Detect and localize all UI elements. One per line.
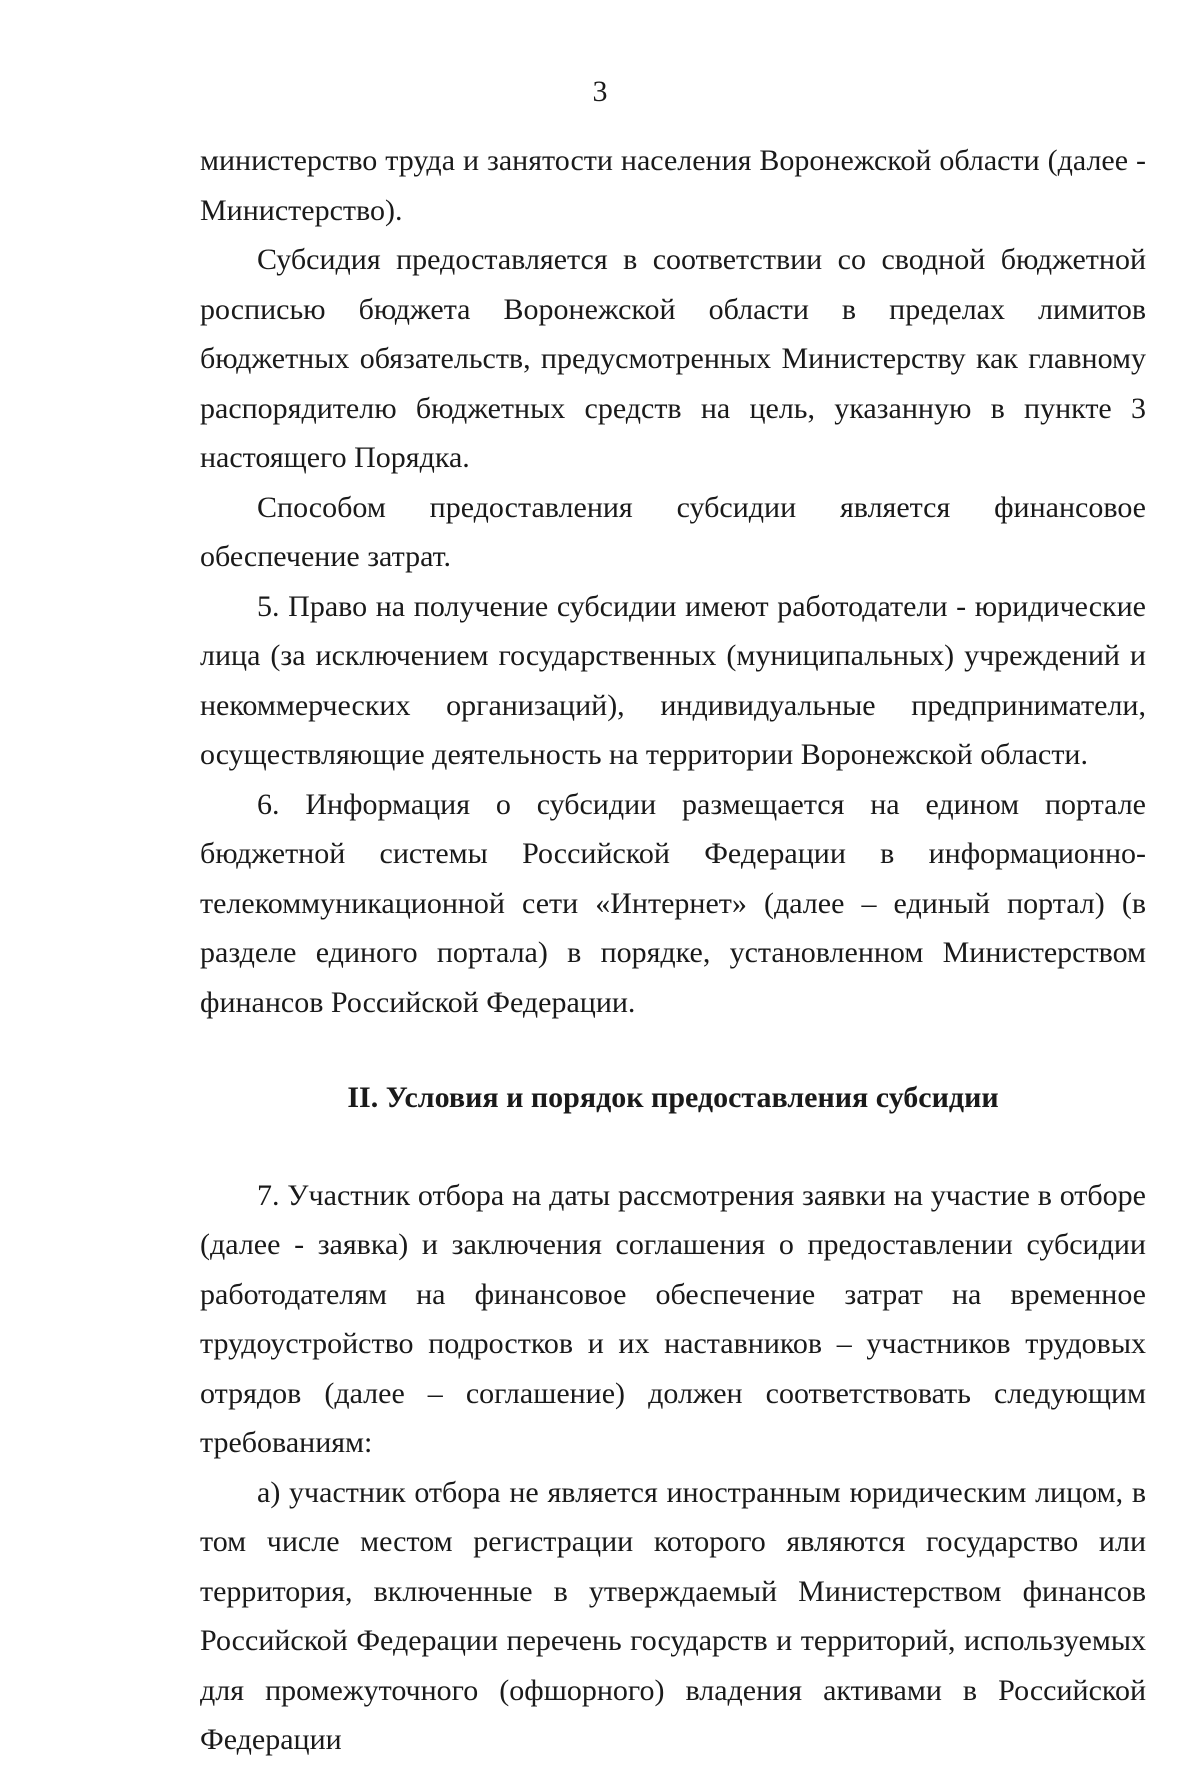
- spacer: [200, 1027, 1146, 1073]
- paragraph-item-7: 7. Участник отбора на даты рассмотрения заявки на участие в отборе (далее - заявка) и заключения соглашения о предоставлении субсидии работодателям на финансовое обеспечение затрат на временное трудоустройство подростков и их наставников – участников трудовых отрядов (далее – соглашение) должен соответствовать следующим требованиям:: [200, 1178, 1146, 1459]
- paragraph-subsidy-budget: Субсидия предоставляется в соответствии со сводной бюджетной росписью бюджета Воронежской области в пределах лимитов бюджетных обязательств, предусмотренных Министерству как главному распорядителю бюджетных средств на цель, указанную в пункте 3 настоящего Порядка.: [200, 243, 1146, 474]
- paragraph-item-6: 6. Информация о субсидии размещается на едином портале бюджетной системы Российской Федерации в информационно-телекоммуникационной сети «Интернет» (далее – единый портал) (в разделе единого портала) в порядке, установленном Министерством финансов Российской Федерации.: [200, 787, 1146, 1019]
- spacer: [200, 1123, 1146, 1171]
- section-heading: II. Условия и порядок предоставления субсидии: [347, 1081, 999, 1114]
- paragraph-subsidy-method: Способом предоставления субсидии является финансовое обеспечение затрат.: [200, 490, 1146, 573]
- paragraph-item-7a: а) участник отбора не является иностранным юридическим лицом, в том числе местом регистрации которого являются государство или территория, включенные в утверждаемый Министерством финансов Российской Федерации перечень государств и территорий, используемых для промежуточного (офшорного) владения активами в Российской Федерации: [200, 1475, 1146, 1756]
- paragraph-ministry-continuation: министерство труда и занятости населения Воронежской области (далее - Министерство).: [200, 144, 1146, 227]
- page-number: 3: [592, 75, 608, 108]
- document-body: [200, 136, 1146, 1765]
- paragraph-item-5: 5. Право на получение субсидии имеют работодатели - юридические лица (за исключением государственных (муниципальных) учреждений и некоммерческих организаций), индивидуальные предприниматели, осуществляющие деятельность на территории Воронежской области.: [200, 589, 1146, 771]
